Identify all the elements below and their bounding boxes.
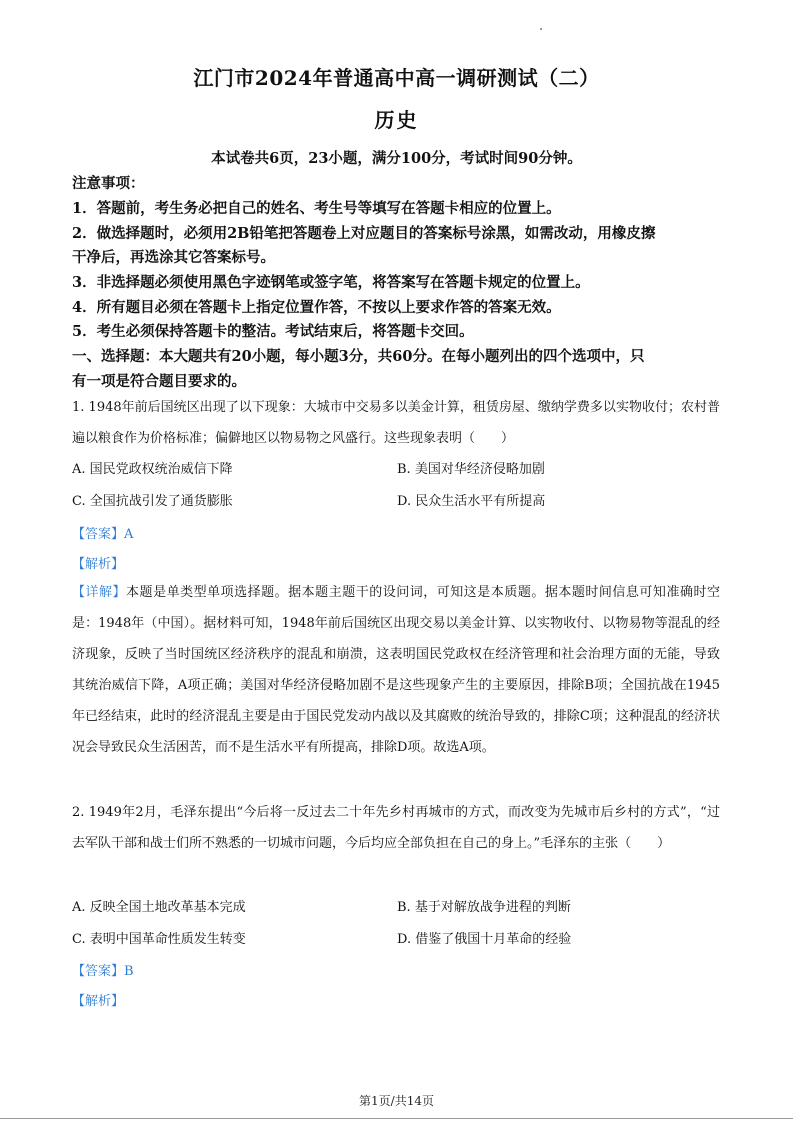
question-2-option-a: A. 反映全国土地改革基本完成: [72, 900, 246, 915]
question-2-analysis-label: 【解析】: [72, 994, 125, 1009]
question-1-option-a: A. 国民党政权统治威信下降: [72, 462, 233, 477]
scan-dot: [540, 28, 542, 30]
notice-item-2-cont: 干净后，再选涂其它答案标号。: [72, 249, 275, 266]
notice-heading: 注意事项：: [72, 175, 145, 192]
question-1-analysis-label: 【解析】: [72, 557, 125, 572]
exam-info: 本试卷共6页，23小题，满分100分，考试时间90分钟。: [211, 150, 582, 167]
question-1-option-b: B. 美国对华经济侵略加剧: [397, 462, 545, 477]
question-2-option-d: D. 借鉴了俄国十月革命的经验: [397, 932, 572, 947]
question-2-answer: 【答案】B: [72, 964, 134, 979]
question-1-option-d: D. 民众生活水平有所提高: [397, 494, 546, 509]
notice-item-1: 1．答题前，考生务必把自己的姓名、考生号等填写在答题卡相应的位置上。: [72, 200, 561, 217]
page-title: 江门市2024年普通高中高一调研测试（二）: [193, 66, 600, 90]
section-heading-cont: 有一项是符合题目要求的。: [72, 373, 246, 390]
question-1-answer: 【答案】A: [72, 527, 134, 542]
section-heading: 一、选择题：本大题共有20小题，每小题3分，共60分。在每小题列出的四个选项中，只: [72, 348, 645, 365]
notice-item-3: 3．非选择题必须使用黑色字迹钢笔或签字笔，将答案写在答题卡规定的位置上。: [72, 274, 590, 291]
question-2-option-c: C. 表明中国革命性质发生转变: [72, 932, 246, 947]
bottom-rule: [0, 1118, 793, 1119]
question-1-stem: 1. 1948年前后国统区出现了以下现象：大城市中交易多以美金计算，租赁房屋、缴纳学费多以实物收付；农村普遍以粮食作为价格标准；偏僻地区以物易物之风盛行。这些现象表明（ ）: [72, 400, 720, 446]
notice-item-4: 4．所有题目必须在答题卡上指定位置作答，不按以上要求作答的答案无效。: [72, 299, 561, 316]
question-1-option-c: C. 全国抗战引发了通货膨胀: [72, 494, 233, 509]
subject-title: 历史: [374, 108, 419, 132]
notice-item-5: 5．考生必须保持答题卡的整洁。考试结束后，将答题卡交回。: [72, 323, 474, 340]
question-2-option-b: B. 基于对解放战争进程的判断: [397, 900, 571, 915]
question-2-stem: 2. 1949年2月，毛泽东提出“今后将一反过去二十年先乡村再城市的方式，而改变为先城市后乡村的方式”，“过去军队干部和战士们所不熟悉的一切城市问题，今后均应全部负担在自己的身上。”毛泽东的主张（ ）: [72, 805, 720, 851]
page-footer: 第1页/共14页: [359, 1094, 434, 1108]
question-1-detail: [72, 577, 720, 763]
question-1-detail-label: 【详解】: [72, 585, 127, 600]
question-1-detail-text: 本题是单类型单项选择题。据本题主题干的设问词，可知这是本质题。据本题时间信息可知准确时空是：1948年（中国）。据材料可知，1948年前后国统区出现交易以美金计算、以实物收付、以物易物等混乱的经济现象，反映了当时国统区经济秩序的混乱和崩溃，这表明国民党政权在经济管理和社会治理方面的无能，导致其统治威信下降，A项正确；美国对华经济侵略加剧不是这些现象产生的主要原因，排除B项；全国抗战在1945年已经结束，此时的经济混乱主要是由于国民党发动内战以及其腐败的统治导致的，排除C项；这种混乱的经济状况会导致民众生活困苦，而不是生活水平有所提高，排除D项。故选A项。: [72, 585, 720, 755]
notice-item-2: 2．做选择题时，必须用2B铅笔把答题卷上对应题目的答案标号涂黑，如需改动，用橡皮擦: [72, 225, 656, 242]
